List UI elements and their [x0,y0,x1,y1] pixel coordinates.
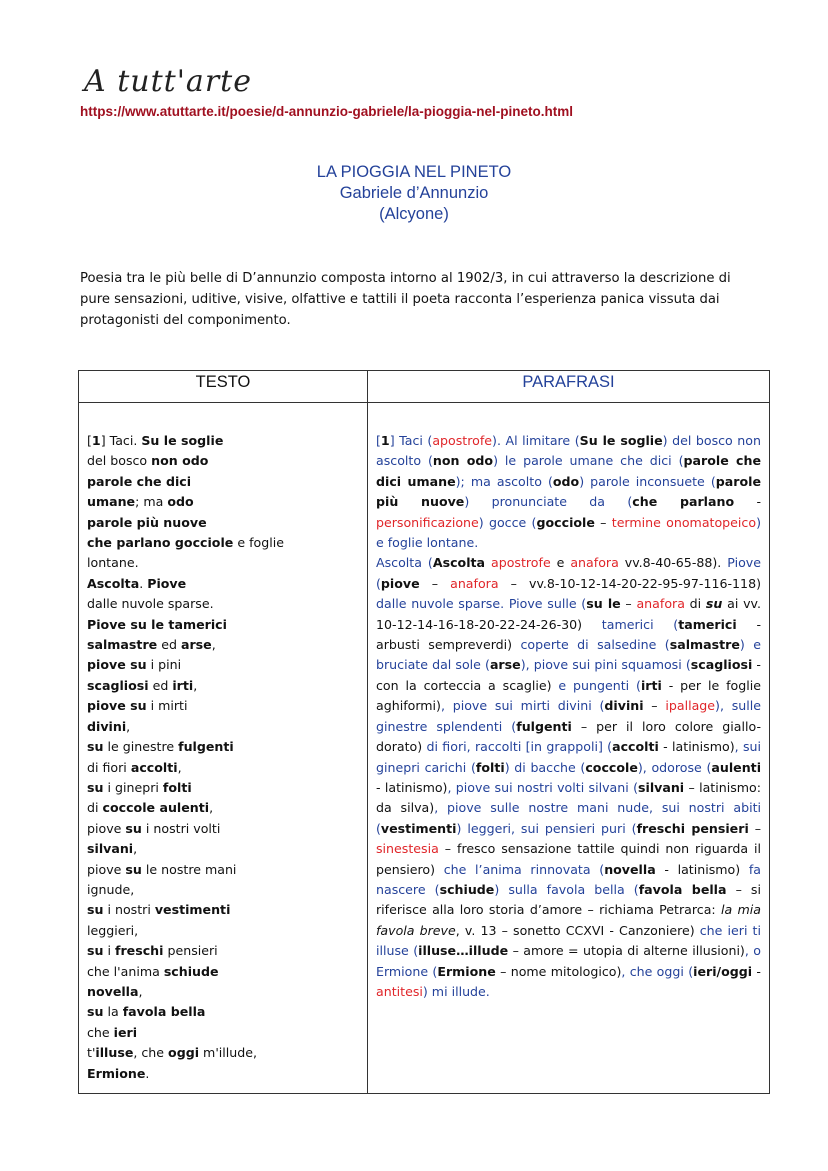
poem-segment: le nostre mani [141,861,237,877]
poem-segment: non odo [151,453,209,469]
poem-segment: e foglie [233,535,284,551]
poem-segment: ; ma [135,494,168,510]
poem-segment: parole che dici [87,473,192,489]
poem-segment: ignude, [87,881,135,897]
paraphrase-segment: anafora [636,596,685,612]
poem-line [87,1023,359,1043]
header-parafrasi: PARAFRASI [368,371,770,403]
paraphrase-segment: , v. 13 – sonetto CCXVI - Canzoniere) [455,922,700,938]
poem-line [87,431,359,451]
poem-segment: Su le soglie [141,433,224,448]
paraphrase-segment: la mia favola breve [376,902,761,938]
paraphrase-segment: termine onomatopeico [611,514,757,530]
paraphrase-segment: ) mi illude. [422,983,490,999]
paraphrase-segment: ) parole inconsuete ( [579,473,716,489]
paraphrase-segment: ) leggeri, sui pensieri puri ( [456,820,637,836]
paraphrase-segment: illuse…illude [418,943,509,959]
paraphrase-segment: apostrofe [490,555,551,571]
poem-segment: la [103,1004,123,1020]
poem-line [87,615,359,635]
poem-line [87,1002,359,1022]
paraphrase-segment: – [748,820,761,836]
poem-segment: divini [87,718,127,734]
paraphrase-segment: – per il loro colore giallo-dorato) [376,718,761,755]
poem-segment: t' [87,1045,96,1061]
paraphrase-paragraph [376,431,761,553]
poem-segment: , [193,677,198,693]
poem-segment: i nostri volti [141,820,221,836]
poem-segment: Ermione [87,1065,146,1081]
source-url[interactable]: https://www.atuttarte.it/poesie/d-annunzio-gabriele/la-pioggia-nel-pineto.html [80,104,574,119]
poem-segment: di [87,800,103,816]
poem-segment: piove [87,861,126,877]
paraphrase-segment: irti [640,677,662,693]
poem-segment: freschi [114,943,164,959]
paraphrase-segment: antitesi [376,983,423,999]
paraphrase-segment: , piove sui nostri volti silvani ( [447,779,638,795]
poem-segment: ed [157,637,181,653]
paraphrase-segment: vv.8-40-65-88). [618,555,728,571]
poem-line [87,717,359,737]
poem-segment: novella [87,983,139,999]
paraphrase-paragraph [376,553,761,1002]
paraphrase-segment: – vv.8-10-12-14-20-22-95-97-116-118) [498,575,761,591]
paraphrase-segment: vestimenti [380,820,457,836]
poem-line [87,1043,359,1063]
poem-line [87,533,359,553]
poem-segment: schiude [163,963,219,979]
paraphrase-segment: – [620,596,637,612]
paraphrase-segment: sinestesia [376,841,439,857]
poem-segment: i mirti [146,698,188,714]
paraphrase-segment: ) sulla favola bella ( [494,881,639,897]
paraphrase-segment: salmastre [669,637,740,653]
poem-segment: silvani [87,841,134,857]
paraphrase-segment: , piove sulle nostre mani nude, sui nostri abiti ( [376,800,762,836]
paraphrase-segment: 1 [380,433,390,448]
poem-line [87,880,359,900]
poem-segment: i pini [146,657,182,673]
paraphrase-segment: di fiori, raccolti [in grappoli] ( [426,739,613,755]
poem-segment: oggi [168,1045,200,1061]
poem-segment: arse [180,637,212,653]
paraphrase-segment: ) gocce ( [478,514,537,530]
paraphrase-segment: ). Al limitare ( [492,433,580,448]
paraphrase-segment: ) e foglie lontane. [376,514,761,551]
paraphrase-segment: anafora [570,555,619,571]
poem-line [87,472,359,492]
poem-segment: su [87,943,104,959]
poem-segment: irti [172,677,194,693]
poem-line [87,594,359,614]
poem-line [87,982,359,1002]
paraphrase-segment: , sui ginepri carichi ( [376,739,761,775]
poem-segment: fulgenti [178,739,234,755]
paraphrase-segment: Su le soglie [579,433,663,448]
poem-line [87,921,359,941]
poem-segment: , [211,637,216,653]
paraphrase-segment: silvani [638,779,685,795]
paraphrase-segment: Ascolta ( [376,555,433,571]
paraphrase-segment: , o Ermione ( [376,943,761,979]
poem-segment: che l'anima [87,963,164,979]
paraphrase-segment: parole più nuove [376,473,761,510]
poem-segment: leggieri, [87,922,139,938]
poem-line [87,676,359,696]
paraphrase-segment: – amore = utopia di alterne illusioni) [508,943,745,959]
poem-segment: i nostri [103,902,155,918]
paraphrase-segment: ipallage [665,698,716,714]
paraphrase-segment: favola bella [638,881,727,897]
poem-segment: . [139,575,148,591]
poem-segment: su [87,739,104,755]
poem-segment: che parlano gocciole [87,535,234,551]
paraphrase-segment: accolti [612,739,659,755]
site-logo: A tutt'arte [84,64,252,99]
poem-segment: piove su [87,657,147,673]
poem-segment: m'illude, [199,1045,258,1061]
paraphrase-segment: che parlano [632,494,735,510]
paraphrase-segment: ) di bacche ( [504,759,586,775]
paraphrase-segment: scagliosi [690,657,753,673]
paraphrase-segment: ] Taci ( [389,433,433,448]
paraphrase-segment: ) e bruciate dal sole ( [376,637,761,673]
poem-segment: di fiori [87,759,131,775]
paraphrase-segment: ), odorose ( [637,759,712,775]
paraphrase-segment: ieri/oggi [693,963,753,979]
paraphrase-segment: aulenti [711,759,762,775]
poem-segment: ed [148,677,173,693]
paraphrase-segment: - latinismo) [655,861,749,877]
poem-line [87,513,359,533]
text-paraphrase-table [78,370,770,1094]
paraphrase-segment: parole che dici umane [376,453,762,489]
poem-segment: su [125,820,142,836]
poem-line [87,860,359,880]
poem-segment: , che [133,1045,169,1061]
poem-line [87,635,359,655]
paraphrase-segment: folti [475,759,505,775]
poem-segment: piove su [87,698,147,714]
poem-segment: parole più nuove [87,514,207,530]
paraphrase-segment: schiude [439,881,495,897]
table-body-row [79,403,770,1094]
paraphrase-segment: – nome mitologico) [495,963,622,979]
poem-line [87,696,359,716]
poem-segment: scagliosi [87,677,149,693]
paraphrase-segment: – [419,575,451,591]
paraphrase-segment: freschi pensieri [636,820,749,836]
paraphrase-segment: - latinismo) [376,779,448,795]
poem-line [87,737,359,757]
poem-segment: i ginepri [103,779,163,795]
paraphrase-segment: apostrofe [432,433,493,448]
poem-segment: accolti [130,759,178,775]
poem-segment: odo [167,494,194,510]
poem-line [87,574,359,594]
paraphrase-segment: – [594,514,612,530]
poem-segment: , [177,759,182,775]
paraphrase-segment: su le [586,596,621,612]
paraphrase-segment: Ermione [437,963,496,979]
paraphrase-segment: fa nascere ( [376,861,762,897]
poem-segment: Piove su le tamerici [87,616,227,632]
paraphrase-segment: fulgenti [516,718,572,734]
poem-segment: dalle nuvole sparse. [87,596,214,612]
paraphrase-segment: - [752,963,761,979]
poem-segment: del bosco [87,453,152,469]
poem-collection: (Alcyone) [379,205,449,223]
poem-segment: , [209,800,214,816]
paraphrase-segment: novella [604,861,656,877]
paraphrase-segment: coperte di salsedine ( [520,637,670,653]
poem-segment: su [87,902,104,918]
paraphrase-segment: ), piove sui pini squamosi ( [520,657,691,673]
poem-segment: , [126,718,131,734]
paraphrase-segment: - latinismo) [658,739,735,755]
paraphrase-segment: odo [552,473,580,489]
paraphrase-segment: gocciole [536,514,595,530]
poem-segment: , [138,983,143,999]
paraphrase-segment: – [643,698,666,714]
poem-segment: pensieri [163,943,218,959]
poem-segment: vestimenti [154,902,231,918]
paraphrase-segment: [ [376,433,381,448]
paraphrase-segment: personificazione [376,514,479,530]
paraphrase-segment: ) pronunciate da ( [464,494,633,510]
paraphrase-segment: ), sulle ginestre splendenti ( [376,698,761,734]
paraphrase-segment: ai vv. 10-12-14-16-18-20-22-24-26-30) [376,596,762,632]
paraphrase-segment: ) del bosco non ascolto ( [376,433,761,469]
paraphrase-segment: Piove ( [376,555,761,591]
paraphrase-segment: divini [604,698,644,714]
poem-line [87,798,359,818]
paraphrase-segment: Ascolta [432,555,486,571]
paraphrase-segment: , che oggi ( [621,963,694,979]
poem-line [87,553,359,573]
poem-line [87,819,359,839]
poem-segment: 1 [91,433,101,448]
poem-segment: su [87,1004,104,1020]
poem-segment: i [103,943,115,959]
paraphrase-segment: – fresco sensazione tattile quindi non riguarda il pensiero) [376,841,761,877]
paraphrase-segment: dalle nuvole sparse. Piove sulle ( [376,596,587,612]
paraphrase-segment: - arbusti sempreverdi) [376,616,761,653]
poem-segment: , [133,841,138,857]
poem-text-cell [79,403,368,1094]
paraphrase-segment: , piove sui mirti divini ( [440,698,605,714]
poem-segment: [ [87,433,92,448]
poem-segment: le ginestre [103,739,179,755]
poem-segment: favola bella [122,1004,206,1020]
poem-segment: . [145,1065,150,1081]
poem-line [87,900,359,920]
poem-segment: ] Taci. [100,433,142,448]
table-header-row [79,371,770,403]
paraphrase-segment: e pungenti ( [558,677,641,693]
poem-segment: coccole aulenti [102,800,210,816]
paraphrase-segment: – si riferisce alla loro storia d’amore – richiama Petrarca: [376,881,761,918]
poem-segment: ieri [113,1024,138,1040]
paraphrase-segment: ); ma ascolto ( [455,473,553,489]
poem-title: LA PIOGGIA NEL PINETO [316,163,512,181]
poem-segment: umane [87,494,136,510]
poem-line [87,758,359,778]
poem-segment: lontane. [87,555,139,571]
poem-author: Gabriele d’Annunzio [339,184,489,202]
poem-line [87,941,359,961]
paraphrase-segment: – latinismo: da silva) [376,779,761,816]
paraphrase-segment: - con la corteccia a scaglie) [376,657,761,693]
poem-line [87,655,359,675]
poem-segment: su [125,861,142,877]
title-block [0,162,828,225]
paraphrase-segment: - per le foglie aghiformi) [376,677,761,714]
poem-segment: su [87,779,104,795]
poem-segment: Piove [147,575,187,591]
paraphrase-segment: coccole [585,759,638,775]
poem-segment: Ascolta [87,575,140,591]
poem-segment: che [87,1024,114,1040]
paraphrase-segment: anafora [450,575,499,591]
poem-segment: illuse [95,1045,134,1061]
paraphrase-segment: di [684,596,706,612]
poem-line [87,839,359,859]
paraphrase-segment: ) le parole umane che dici ( [493,453,684,469]
poem-line [87,492,359,512]
paraphrase-segment: che l’anima rinnovata ( [443,861,605,877]
paraphrase-segment: non odo [432,453,494,469]
paraphrase-segment: tamerici [678,616,737,632]
paraphrase-segment: - [734,494,761,510]
intro-paragraph: Poesia tra le più belle di D’annunzio composta intorno al 1902/3, in cui attraverso la descrizione di pure sensazioni, uditive, visive, olfattive e tattili il poeta racconta l’esperienza panica vissuta dai protagonisti del componimento. [80,271,731,328]
paraphrase-segment: che ieri ti illuse ( [376,922,761,959]
paraphrase-segment: su [705,596,723,612]
paraphrase-segment: arse [489,657,521,673]
poem-line [87,451,359,471]
poem-line [87,962,359,982]
paraphrase-cell [368,403,770,1094]
poem-segment: piove [87,820,126,836]
paraphrase-segment: e [550,555,571,571]
paraphrase-segment: piove [380,575,420,591]
poem-segment: salmastre [87,637,158,653]
poem-line [87,778,359,798]
poem-line [87,1064,359,1084]
paraphrase-segment: tamerici ( [601,616,679,632]
header-testo: TESTO [79,371,368,403]
poem-segment: folti [162,779,192,795]
